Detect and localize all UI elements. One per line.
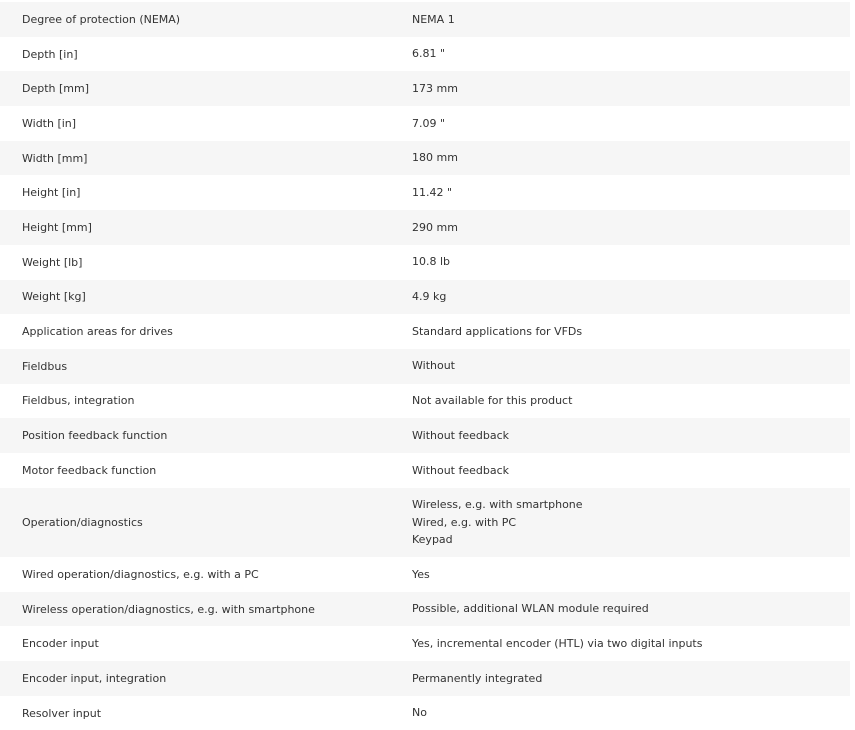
spec-value: [412, 149, 850, 167]
spec-row-position-feedback: [0, 418, 850, 453]
spec-value: [412, 462, 850, 480]
spec-row-weight-lb: [0, 245, 850, 280]
spec-value-line: 180 mm: [412, 151, 458, 165]
spec-value-line: 10.8 lb: [412, 255, 451, 269]
spec-value-line: 290 mm: [412, 220, 458, 234]
spec-value-line: NEMA 1: [412, 12, 455, 26]
spec-row-height-in: [0, 175, 850, 210]
spec-row-width-mm: [0, 141, 850, 176]
spec-row-wired-operation: [0, 557, 850, 592]
spec-value-line: Keypad: [412, 533, 453, 547]
spec-label: Fieldbus, integration: [22, 394, 135, 408]
spec-row-fieldbus-integration: [0, 384, 850, 419]
spec-value: [412, 496, 850, 549]
spec-value-line: 6.81 ": [412, 47, 446, 61]
spec-value-line: 173 mm: [412, 81, 458, 95]
spec-value-line: Not available for this product: [412, 394, 573, 408]
spec-label: Encoder input, integration: [22, 671, 167, 685]
spec-label: Motor feedback function: [22, 463, 157, 477]
spec-label: Resolver input: [22, 706, 102, 720]
spec-label: Width [mm]: [22, 151, 88, 165]
spec-row-resolver-input: [0, 696, 850, 730]
spec-value: [412, 45, 850, 63]
spec-value-line: 7.09 ": [412, 116, 446, 130]
spec-value: [412, 357, 850, 375]
spec-value: [412, 253, 850, 271]
spec-value: [412, 427, 850, 445]
spec-value-line: Without feedback: [412, 463, 510, 477]
spec-value-line: Possible, additional WLAN module required: [412, 602, 649, 616]
specifications-table: [0, 2, 850, 730]
spec-value-line: Without: [412, 359, 455, 373]
spec-label: Weight [lb]: [22, 255, 83, 269]
spec-value: [412, 670, 850, 688]
spec-label: Depth [in]: [22, 47, 78, 61]
spec-value: [412, 11, 850, 29]
spec-value-line: 4.9 kg: [412, 290, 447, 304]
spec-value-line: Standard applications for VFDs: [412, 324, 583, 338]
spec-label: Weight [kg]: [22, 290, 86, 304]
spec-value-line: Permanently integrated: [412, 671, 543, 685]
spec-label: Application areas for drives: [22, 325, 173, 339]
spec-label: Height [mm]: [22, 220, 92, 234]
spec-value: [412, 288, 850, 306]
spec-value: [412, 566, 850, 584]
spec-row-encoder-input: [0, 626, 850, 661]
spec-value-line: Wireless, e.g. with smartphone: [412, 498, 583, 512]
spec-label: Width [in]: [22, 116, 77, 130]
spec-row-degree-of-protection: [0, 2, 850, 37]
spec-label: Wireless operation/diagnostics, e.g. with smartphone: [22, 602, 315, 616]
spec-label: Wired operation/diagnostics, e.g. with a PC: [22, 567, 259, 581]
spec-row-wireless-operation: [0, 592, 850, 627]
spec-value-line: Without feedback: [412, 428, 510, 442]
spec-row-depth-mm: [0, 71, 850, 106]
spec-label: Operation/diagnostics: [22, 515, 143, 529]
spec-value-line: Yes, incremental encoder (HTL) via two digital inputs: [412, 636, 703, 650]
spec-value-line: Yes: [412, 567, 430, 581]
spec-value: [412, 635, 850, 653]
spec-value-line: Wired, e.g. with PC: [412, 515, 517, 529]
spec-value: [412, 600, 850, 618]
spec-label: Position feedback function: [22, 429, 168, 443]
spec-value: [412, 323, 850, 341]
spec-row-depth-in: [0, 37, 850, 72]
spec-label: Depth [mm]: [22, 82, 90, 96]
spec-row-operation-diagnostics: [0, 488, 850, 557]
spec-row-weight-kg: [0, 280, 850, 315]
spec-row-motor-feedback: [0, 453, 850, 488]
spec-value: [412, 392, 850, 410]
spec-label: Height [in]: [22, 186, 81, 200]
spec-row-fieldbus: [0, 349, 850, 384]
spec-value: [412, 704, 850, 722]
spec-value: [412, 80, 850, 98]
spec-label: Encoder input: [22, 637, 99, 651]
spec-row-encoder-integration: [0, 661, 850, 696]
spec-value: [412, 184, 850, 202]
spec-label: Fieldbus: [22, 359, 68, 373]
spec-row-application-areas: [0, 314, 850, 349]
spec-row-width-in: [0, 106, 850, 141]
spec-value: [412, 115, 850, 133]
spec-value-line: No: [412, 706, 427, 720]
spec-label: Degree of protection (NEMA): [22, 12, 181, 26]
spec-row-height-mm: [0, 210, 850, 245]
spec-value: [412, 219, 850, 237]
spec-value-line: 11.42 ": [412, 186, 453, 200]
